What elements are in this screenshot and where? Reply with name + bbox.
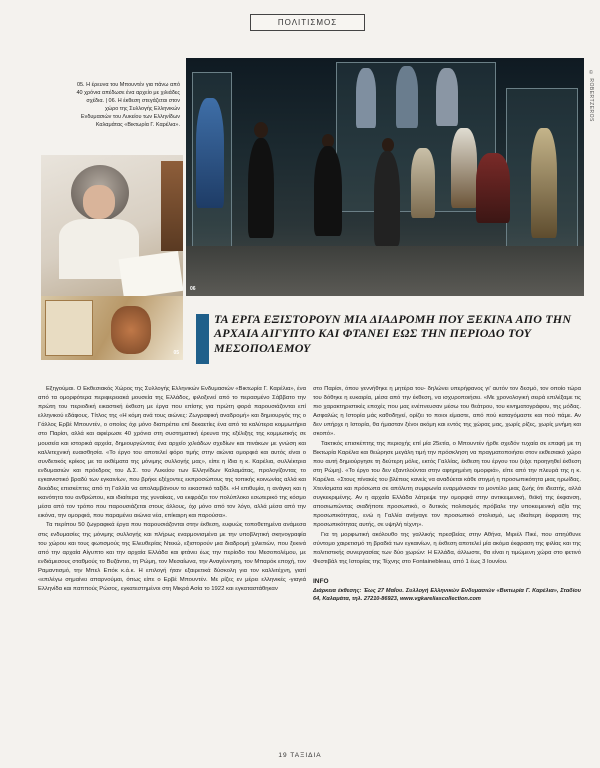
costume-red — [476, 153, 510, 223]
info-text: Έως 27 Μαΐου. Συλλογή Ελληνικών Ενδυμασιών «Βικτωρία Γ. Καρέλια», Σταδίου 64, Καλαμάτα, τηλ. 27210-86923, www.vgkareliascollection.com — [313, 587, 581, 603]
costume — [356, 68, 376, 128]
costume — [396, 66, 418, 128]
article-column-left — [38, 385, 306, 594]
costume-white — [451, 128, 477, 208]
paragraph: Εξηγούμαι. Ο Εκθεσιακός Χώρος της Συλλογής Ελληνικών Ενδυμασιών «Βικτωρία Γ. Καρέλια», ένα από τα ομορφότερα περιφερειακά μουσεία της Ελλάδος, φιλοξενεί από το περασμένο Σάββατο την πρώτη του περιοδική εικαστική έκθεση με έργα που επίσης για πρώτη φορά παρουσιάζονται επί ελληνικού εδάφους. Τίτλος της «Η κόμη ανά τους αιώνες: Ζωγραφική αναδρομή» και δημιουργός της ο Γάλλος Ερβέ Μπουντέν, ο οποίος όχι μόνο διαπρέπει επί δεκαετίες ένα από τα καλύτερα κομμωτήρια στο Παρίσι, αλλά και αφιέρωσε 40 χρόνια στη συστηματική έρευνα της εξέλιξης της κομμωτικής σε μουσεία και ιστορικά αρχεία, δημιουργώντας ένα αρχείο χιλιάδων σχεδίων και πινάκων με γνώση και καλλιτεχνική ευαισθησία. «Το έργο του αποτελεί φόρο τιμής στην αιώνια ομορφιά και αυτός είναι ο συνδετικός κρίκος με τα εκθέματα της μόνιμης συλλογής μας», είπε η ίδια η κ. Καρέλια, συλλέκτρια ενδυμασιών και πρόεδρος του Δ.Σ. του Λυκείου των Ελληνίδων Καλαμάτας, προλογίζοντας το εγκαινιστικό βραδύ των εγκαινίων, που βρήκε εξέχοντες εκπροσώπους της τοπικής κοινωνίας αλλά και δεκάδες επισκέπτες από τη Γαλλία να απολαμβάνουν το εικαστικό ταξίδι. «Η επιθυμία, η ανάγκη και η ικανότητα του ανθρώπου, και ιδιαίτερα της γυναίκας, να εκφράζει τον πολύπλοκο εσωτερικό της κόσμο μέσα από τον τρόπο που παρουσιάζεται στους άλλους, όχι μόνο από τον λόγο, αλλά μέσα από την εικόνα, την ομορφιά, που παραμένει αιώνια νέα, επίκαιρη και παρούσα». — [38, 386, 306, 520]
headline-accent-bar — [196, 314, 209, 364]
bookshelf — [161, 161, 183, 251]
photo-number: 05 — [173, 350, 179, 356]
visitor-head — [254, 122, 268, 138]
costume-blue — [196, 98, 224, 208]
visitor-woman — [248, 138, 274, 238]
painting-frame — [531, 128, 557, 238]
article-column-right — [313, 385, 581, 604]
drawing-detail-photo — [41, 296, 183, 360]
pull-quote-headline: ΤΑ ΕΡΓΑ ΕΞΙΣΤΟΡΟΥΝ ΜΙΑ ΔΙΑΔΡΟΜΗ ΠΟΥ ΞΕΚΙΝΑ ΑΠΟ ΤΗΝ ΑΡΧΑΙΑ ΑΙΓΥΠΤΟ ΚΑΙ ΦΤΑΝΕΙ ΕΩΣ ΤΗΝ ΠΕΡΙΟΔΟ ΤΟΥ ΜΕΣΟΠΟΛΕΜΟΥ — [214, 312, 572, 355]
paragraph: Τακτικός επισκέπτης της περιοχής επί μία 25ετία, ο Μπουντέν ήρθε σχεδόν τυχαία σε επαφή με τη Βικτωρία Καρέλια και θεώρησε μεγάλη τιμή την πρόσκληση να πραγματοποιήσει στον εκθεσιακό χώρο που αυτή δημιούργησε τη δεύτερη μόλις, εκτός Γαλλίας, έκθεση του έργου του (είχε προηγηθεί έκθεση στη Ρώμη). «Το έργο του δεν εξαντλούνται στην αφηρημένη ομορφιά», είπε από την πλευρά της η κ. Καρέλια. «Στους πίνακές του βλέπεις κανείς να αναδύεται κάθε στιγμή η προσωπικότητα μιας ηρωίδας. Χτενίσματα και πρόσωπα σε απόλυτη συμφωνία εναρμόνισαν το μοντέλο μιας ζωής ότι ιδεατής, αλλά συγκεκριμένης. Αν η αρχαία Ελλάδα λάτρεψε την ομορφιά στην αντικειμενική, θεϊκή της έκφανση, αποσιωπώντας σιαδήποτε προσωπικό, ο δυτικός πολιτισμός πρόβαλε την υποκειμενική αξία της προσωπικότητας, ενώ η Γαλλία ανήγαγε τον προσωπικό στολισμό, ως ιδιαίτερη έκφραση της προσωπικότητας αυτής, σε υψηλή τέχνη». — [313, 440, 581, 529]
gallery-floor — [186, 246, 584, 296]
paragraph: Τα περίπου 50 ζωγραφικά έργα που παρουσιάζονται στην έκθεση, ευφυώς τοποθετημένα ανάμεσα στις ενδυμασίες της μόνιμης συλλογής και πλήρως εναρμονισμένα με την υποβλητική σκηνογραφία του χώρου και τους φωτισμούς της Ελευθερίας Ντεκώ, εξιστορούν μια διαδρομή χιλιετιών, που ξεκινά από την αρχαία Αίγυπτο και την αρχαία Ελλάδα και φτάνει έως την περίοδο του Μεσοπολέμου, με ενδιάμεσους σταθμούς το Βυζάντιο, τη Ρώμη, τον Μεσαίωνα, την Αναγέννηση, τον Μπαρόκ εποχή, τον Ραμαντισμό, την Μπελ Επόκ κ.ά.κ. Η επιλογή ήταν εξαιρετικά δύσκολη για τον καλλιτέχνη, γιατί «επιλέγω σημαίνει απαρνούμαι, όπως είπε ο Ερβέ Μπουντέν. Με ρίζες εν μέρει ελληνικές -γιαγιά Ελληνίδα και παππούς Ρώσος, εγκατεστημένοι στη Μικρά Ασία το 1922 και εγκαταστάθηκαν — [38, 522, 306, 593]
paper-sheet — [119, 251, 183, 296]
costume — [436, 68, 458, 126]
museum-interior-photo — [186, 58, 584, 296]
visitor-man — [314, 146, 342, 236]
visitor-woman — [374, 151, 400, 246]
artist-photo — [41, 155, 183, 296]
artist-face — [83, 185, 115, 219]
costume-embroidered — [411, 148, 435, 218]
photo-caption: 05. Η έρευνα του Μπουντέν για πάνω από 40 χρόνια απέδωσε ένα αρχείο με χιλιάδες σχέδια. | 06. Η έκθεση στεγάζεται στον χώρο της Συλλογής Ελληνικών Ενδυμασιών του Λυκείου των Ελληνίδων Καλαμάτας «Βικτωρία Γ. Καρέλια». — [76, 82, 180, 128]
info-heading: INFO — [313, 577, 329, 585]
ornament-drawing — [111, 306, 151, 354]
info-label: Διάρκεια έκθεσης: — [313, 587, 362, 594]
info-details — [313, 587, 581, 604]
paragraph: στο Παρίσι, όπου γεννήθηκε η μητέρα του- δηλώνει υπερήφανος γι' αυτόν τον δεσμό, τον οποίο τώρα του δόθηκε η ευκαιρία, μέσα από την έκθεση, να ισχυροποιήσει. «Με χρονολογική σειρά επιλέξαμε τις πιο χαρακτηριστικές εποχές που μας ενέπνευσαν μέσω του θεάτρου, του κινηματογράφου, της μόδας. Ασφαλώς η Ιστορία μάς καθοδηγεί, ορίζει το ποιοι είμαστε, από πού καταγόμαστε και πού πάμε. Αν δεν υπήρχε η Ιστορία, θα ήμασταν ξένοι ακόμη και εντός της χώρας μας, χωρίς ρίζες, χωρίς μνήμη και σκοπό». — [313, 386, 581, 438]
visitor-head — [382, 138, 394, 152]
page-footer: 19 ΤΑΞΙΔΙΑ — [278, 752, 322, 759]
paragraph: Για τη μορφωτική ακόλουθο της γαλλικής πρεσβείας στην Αθήνα, Μιριέλ Πικέ, που απηύθυνε σύντομο χαιρετισμό τη βραδιά των εγκαινίων, η έκθεση αποτελεί μία ακόμα έκφραση της φιλίας και της πολιτιστικής συνεργασίας των δύο χωρών: Η Ελλάδα, άλλωστε, θα είναι η τιμώμενη χώρα στο φετινό Φεστιβάλ της Ιστορίας της Τέχνης στο Fontainebleau, από 1 έως 3 Ιουνίου. — [313, 531, 581, 565]
photo-number: 06 — [190, 286, 196, 292]
sketch-frame — [45, 300, 93, 356]
section-tag: ΠΟΛΙΤΙΣΜΟΣ — [250, 14, 365, 31]
photo-credit: © ROBERTZEROS — [588, 70, 594, 122]
